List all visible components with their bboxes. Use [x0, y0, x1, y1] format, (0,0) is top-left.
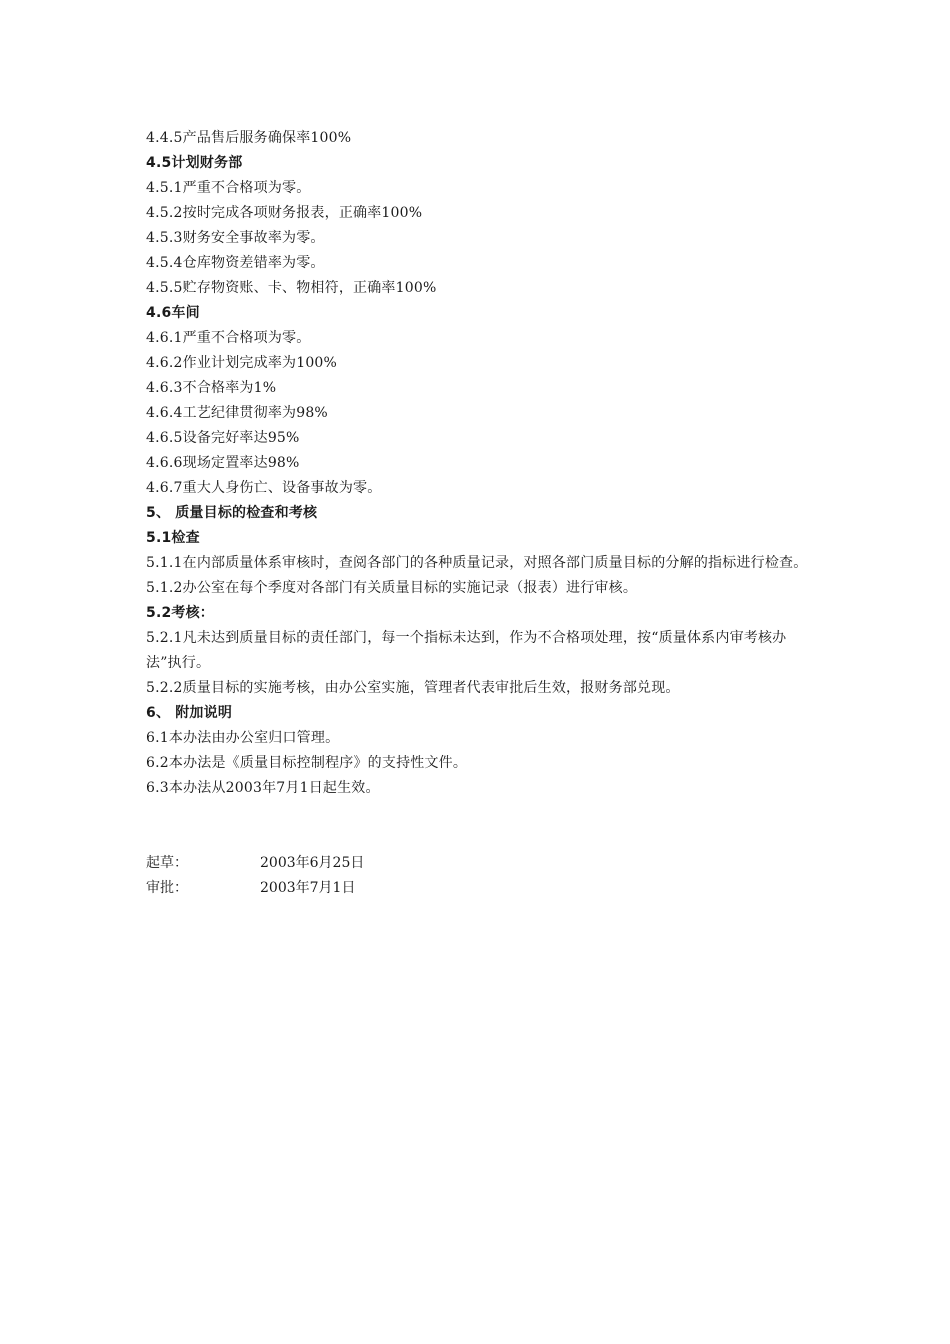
- heading-section-6: 6、 附加说明: [146, 705, 233, 721]
- draft-label: 起草：: [146, 855, 188, 871]
- item-4-6-3: 4.6.3不合格率为1%: [146, 380, 277, 396]
- item-6-1: 6.1本办法由办公室归口管理。: [146, 730, 340, 746]
- draft-date: 2003年6月25日: [260, 855, 365, 871]
- heading-5-1: 5.1检查: [146, 530, 200, 546]
- heading-section-5: 5、 质量目标的检查和考核: [146, 505, 318, 521]
- item-4-6-2: 4.6.2作业计划完成率为100%: [146, 355, 338, 371]
- item-5-2-1: 5.2.1凡未达到质量目标的责任部门，每一个指标未达到，作为不合格项处理，按“质量体系内审考核办法”执行。: [146, 630, 787, 671]
- approve-label: 审批：: [146, 880, 188, 896]
- document-body: [146, 126, 816, 901]
- item-4-5-3: 4.5.3财务安全事故率为零。: [146, 230, 325, 246]
- item-5-2-2: 5.2.2质量目标的实施考核，由办公室实施，管理者代表审批后生效，报财务部兑现。: [146, 680, 680, 696]
- draft-row: [146, 851, 816, 876]
- signature-spacer: [146, 801, 816, 851]
- approve-date: 2003年7月1日: [260, 880, 356, 896]
- item-5-1-2: 5.1.2办公室在每个季度对各部门有关质量目标的实施记录（报表）进行审核。: [146, 580, 638, 596]
- item-4-5-2: 4.5.2按时完成各项财务报表，正确率100%: [146, 205, 423, 221]
- item-4-6-4: 4.6.4工艺纪律贯彻率为98%: [146, 405, 328, 421]
- item-4-6-7: 4.6.7重大人身伤亡、设备事故为零。: [146, 480, 382, 496]
- heading-5-2: 5.2考核：: [146, 605, 215, 621]
- item-4-6-1: 4.6.1严重不合格项为零。: [146, 330, 311, 346]
- item-4-6-5: 4.6.5设备完好率达95%: [146, 430, 300, 446]
- approve-row: [146, 876, 816, 901]
- heading-4-5: 4.5计划财务部: [146, 155, 243, 171]
- item-4-6-6: 4.6.6现场定置率达98%: [146, 455, 300, 471]
- item-5-1-1: 5.1.1在内部质量体系审核时，查阅各部门的各种质量记录，对照各部门质量目标的分解的指标进行检查。: [146, 555, 808, 571]
- item-4-5-1: 4.5.1严重不合格项为零。: [146, 180, 311, 196]
- item-4-4-5: 4.4.5产品售后服务确保率100%: [146, 130, 352, 146]
- heading-4-6: 4.6车间: [146, 305, 200, 321]
- item-6-2: 6.2本办法是《质量目标控制程序》的支持性文件。: [146, 755, 468, 771]
- item-4-5-5: 4.5.5贮存物资账、卡、物相符，正确率100%: [146, 280, 437, 296]
- item-6-3: 6.3本办法从2003年7月1日起生效。: [146, 780, 380, 796]
- item-4-5-4: 4.5.4仓库物资差错率为零。: [146, 255, 325, 271]
